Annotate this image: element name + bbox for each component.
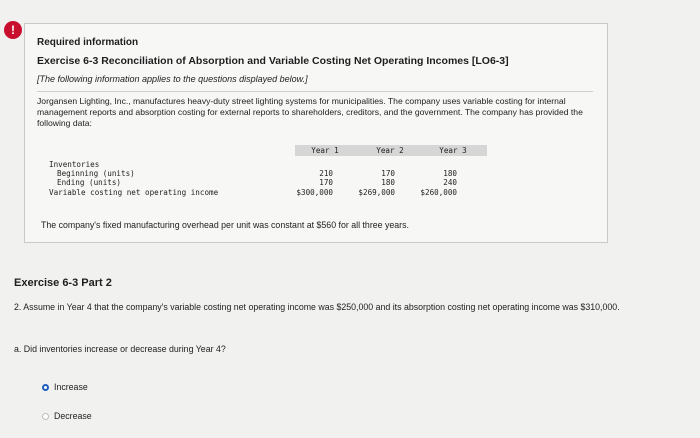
cell-ending-y2: 180 bbox=[381, 178, 395, 187]
option-decrease[interactable] bbox=[42, 411, 92, 421]
cell-vc-noi-y2: $269,000 bbox=[358, 188, 395, 197]
required-info-label: Required information bbox=[37, 37, 139, 48]
table-header bbox=[295, 145, 487, 156]
problem-paragraph: Jorgansen Lighting, Inc., manufactures heavy-duty street lighting systems for municipalities. The company uses variable costing for internal management reports and absorption costing for external reports to shareholders, creditors, and the government. The company has provided the following data: bbox=[37, 96, 583, 128]
header-year-3: Year 3 bbox=[439, 146, 467, 155]
option-increase[interactable] bbox=[42, 382, 88, 392]
part2-title: Exercise 6-3 Part 2 bbox=[14, 277, 112, 289]
divider bbox=[37, 91, 593, 92]
row-label-ending: Ending (units) bbox=[57, 178, 122, 187]
question-2: 2. Assume in Year 4 that the company's variable costing net operating income was $250,000 and its absorption costing net operating income was $310,000. bbox=[14, 302, 620, 312]
cell-vc-noi-y3: $260,000 bbox=[420, 188, 457, 197]
inventories-label: Inventories bbox=[49, 160, 100, 169]
sub-question-a: a. Did inventories increase or decrease during Year 4? bbox=[14, 344, 226, 354]
exercise-title: Exercise 6-3 Reconciliation of Absorption and Variable Costing Net Operating Incomes [LO6-3] bbox=[37, 55, 509, 67]
header-year-2: Year 2 bbox=[376, 146, 404, 155]
alert-icon: ! bbox=[4, 21, 22, 39]
fixed-overhead-note: The company's fixed manufacturing overhead per unit was constant at $560 for all three years. bbox=[41, 220, 409, 230]
cell-ending-y3: 240 bbox=[443, 178, 457, 187]
radio-selected-icon[interactable] bbox=[42, 384, 49, 391]
cell-beginning-y3: 180 bbox=[443, 169, 457, 178]
header-year-1: Year 1 bbox=[311, 146, 339, 155]
cell-beginning-y1: 210 bbox=[319, 169, 333, 178]
option-increase-label: Increase bbox=[54, 382, 88, 392]
row-label-beginning: Beginning (units) bbox=[57, 169, 135, 178]
option-decrease-label: Decrease bbox=[54, 411, 92, 421]
cell-ending-y1: 170 bbox=[319, 178, 333, 187]
cell-beginning-y2: 170 bbox=[381, 169, 395, 178]
required-information-panel bbox=[24, 23, 608, 243]
radio-empty-icon[interactable] bbox=[42, 413, 49, 420]
info-note: [The following information applies to the questions displayed below.] bbox=[37, 74, 308, 84]
cell-vc-noi-y1: $300,000 bbox=[296, 188, 333, 197]
row-label-vc-noi: Variable costing net operating income bbox=[49, 188, 219, 197]
